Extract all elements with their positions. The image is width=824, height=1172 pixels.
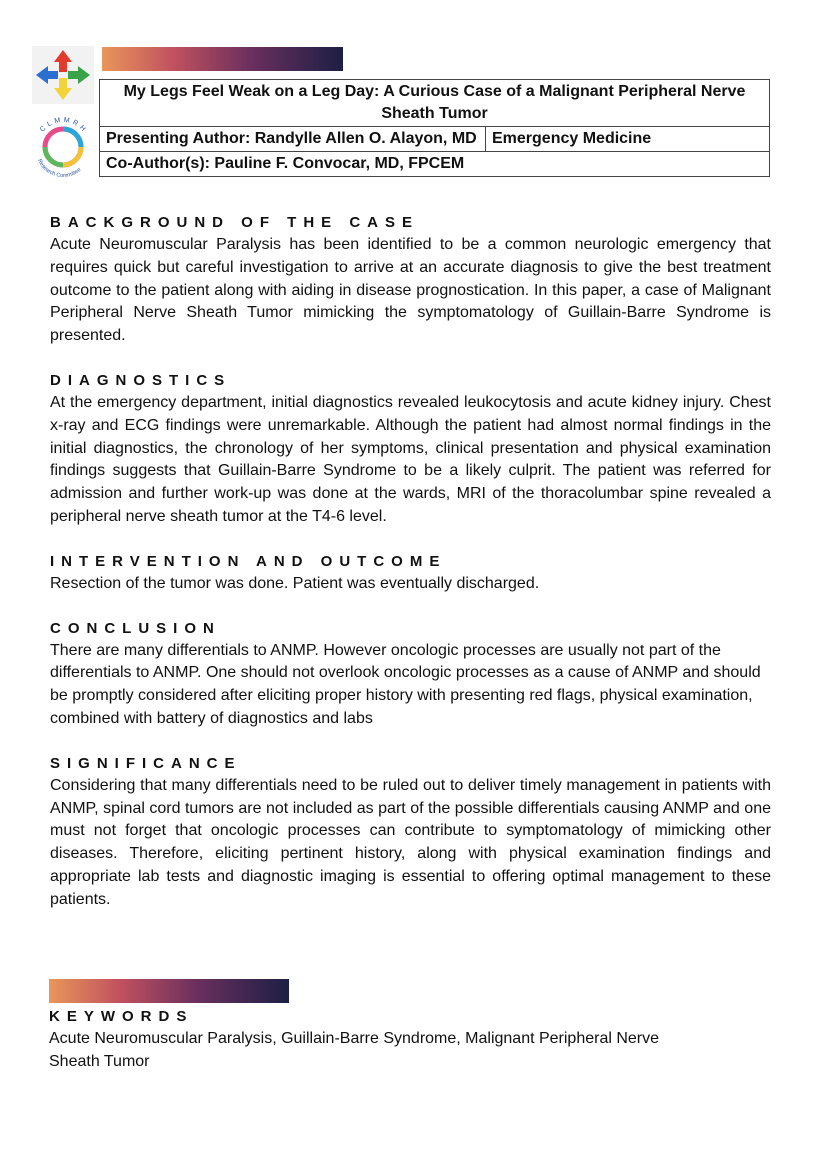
abstract-body bbox=[50, 212, 771, 934]
section-significance bbox=[50, 753, 771, 912]
section-heading: BACKGROUND OF THE CASE bbox=[50, 214, 420, 231]
section-background bbox=[50, 212, 771, 348]
keywords-text: Acute Neuromuscular Paralysis, Guillain-Barre Syndrome, Malignant Peripheral Nerve Sheath Tumor bbox=[49, 1030, 660, 1070]
section-text: Considering that many differentials need to be ruled out to deliver timely management in patients with ANMP, spinal cord tumors are not included as part of the possible differentials causing ANMP and one must not forget that oncologic processes can contribute to symptomatology of mimicking other diseases. Therefore, eliciting pertinent history, along with physical examination findings and appropriate lab tests and diagnostic imaging is essential to offering optimal management to these patients. bbox=[50, 776, 771, 908]
committee-bottom-text: Research Committee bbox=[36, 158, 83, 180]
svg-text:CLMMRH bbox=[39, 117, 88, 135]
section-text: Acute Neuromuscular Paralysis has been identified to be a common neurologic emergency that requires quick but careful investigation to arrive at an accurate diagnosis to give the best treatment outcome to the patient along with aiding in disease prognostication. In this paper, a case of Malignant Peripheral Nerve Sheath Tumor mimicking the symptomatology of Guillain-Barre Syndrome is presented. bbox=[50, 236, 771, 345]
paper-title: My Legs Feel Weak on a Leg Day: A Curious Case of a Malignant Peripheral Nerve Sheath Tumor bbox=[100, 80, 770, 127]
keywords-gradient-bar bbox=[49, 979, 289, 1003]
header-gradient-bar bbox=[102, 47, 343, 71]
section-heading: INTERVENTION AND OUTCOME bbox=[50, 552, 447, 570]
committee-ring-text: CLMMRH bbox=[39, 116, 89, 136]
section-text: Resection of the tumor was done. Patient was eventually discharged. bbox=[50, 574, 540, 592]
keywords-heading: KEYWORDS bbox=[49, 1008, 194, 1025]
section-heading: SIGNIFICANCE bbox=[50, 754, 242, 772]
section-text: There are many differentials to ANMP. However oncologic processes are usually not part of the differentials to ANMP. One should not overlook oncologic processes as a cause of ANMP and should be promptly considered after eliciting proper history with presenting red flags, physical examination, combined with battery of diagnostics and labs bbox=[50, 641, 761, 727]
department: Emergency Medicine bbox=[486, 127, 770, 152]
section-diagnostics bbox=[50, 370, 771, 529]
arrows-logo bbox=[32, 46, 94, 104]
keywords-section bbox=[49, 1006, 689, 1074]
section-heading: DIAGNOSTICS bbox=[50, 371, 232, 389]
section-conclusion bbox=[50, 618, 771, 731]
research-committee-logo bbox=[28, 112, 98, 182]
section-heading: CONCLUSION bbox=[50, 619, 221, 637]
co-authors: Co-Author(s): Pauline F. Convocar, MD, FPCEM bbox=[100, 152, 770, 177]
presenting-author: Presenting Author: Randylle Allen O. Alayon, MD bbox=[100, 127, 486, 152]
section-text: At the emergency department, initial diagnostics revealed leukocytosis and acute kidney injury. Chest x-ray and ECG findings were unremarkable. Although the patient had almost normal findings in the initial diagnostics, the chronology of her symptoms, clinical presentation and physical examination findings suggests that Guillain-Barre Syndrome to be a likely culprit. The patient was referred for admission and further work-up was done at the wards, MRI of the thoracolumbar spine revealed a peripheral nerve sheath tumor at the T4-6 level. bbox=[50, 393, 771, 525]
section-intervention-outcome bbox=[50, 551, 771, 596]
title-table bbox=[99, 79, 770, 177]
